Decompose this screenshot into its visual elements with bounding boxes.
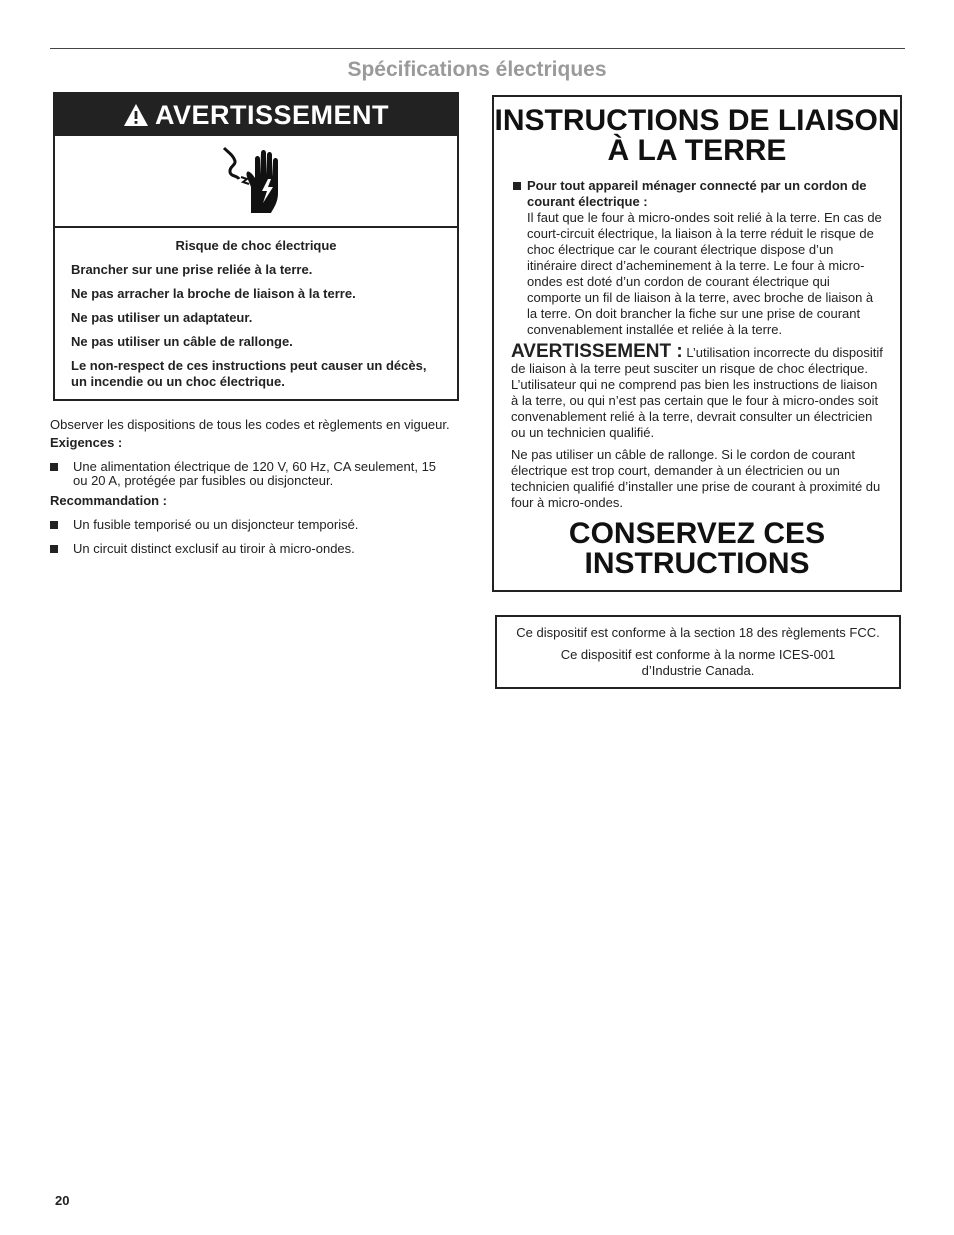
- warning-line: Brancher sur une prise reliée à la terre.: [71, 262, 313, 277]
- warning-header: [55, 94, 457, 136]
- grounding-warning-text: L’utilisation incorrecte du dispositif de liaison à la terre peut susciter un risque de choc électrique. L’utilisateur qui ne comprend pas bien les instructions de liaison à la terre, ou qui n’est pas certain que le four à micro-ondes soit convenablement relié à la terre, devrait consulter un électricien ou un technicien qualifié.: [511, 345, 883, 440]
- warning-line: Ne pas utiliser un câble de rallonge.: [71, 334, 293, 349]
- grounding-warning-label: AVERTISSEMENT :: [511, 341, 683, 362]
- requirement-text: Une alimentation électrique de 120 V, 60 Hz, CA seulement, 15 ou 20 A, protégée par fusibles ou disjoncteur.: [73, 459, 437, 488]
- list-item: [50, 518, 450, 532]
- bullet-square-icon: [50, 521, 58, 529]
- save-instructions-line: INSTRUCTIONS: [584, 547, 810, 580]
- fcc-compliance-box: [495, 615, 901, 689]
- warning-risk: Risque de choc électrique: [175, 238, 337, 253]
- grounding-title-line: À LA TERRE: [607, 134, 787, 167]
- list-item: [511, 178, 886, 338]
- warning-line: Ne pas utiliser un adaptateur.: [71, 310, 253, 325]
- save-instructions-title: [494, 519, 900, 579]
- grounding-title: [494, 106, 900, 166]
- grounding-bullet-heading: Pour tout appareil ménager connecté par un cordon de courant électrique :: [527, 178, 867, 209]
- list-item: [50, 460, 450, 488]
- grounding-bullet-text: Il faut que le four à micro-ondes soit relié à la terre. En cas de court-circuit électrique, la liaison à la terre réduit le risque de choc électrique car le courant électrique dispose d’un itinéraire direct d’acheminement à la terre. Le four à micro-ondes est doté d’un cordon de courant électrique qui comporte un fil de liaison à la terre, avec broche de liaison à la terre. On doit brancher la fiche sur une prise de courant convenablement installée et reliée à la terre.: [527, 210, 882, 337]
- list-item: [50, 542, 450, 556]
- warning-body: [55, 228, 457, 390]
- bullet-square-icon: [50, 545, 58, 553]
- section-title: Spécifications électriques: [347, 58, 607, 81]
- extension-cord-text: Ne pas utiliser un câble de rallonge. Si le cordon de courant électrique est trop court, demander à un électricien ou un technicien qualifié d’installer une prise de courant à proximité du four à micro-ondes.: [511, 447, 881, 510]
- top-rule: [50, 48, 905, 49]
- intro-text: Observer les dispositions de tous les codes et règlements en vigueur.: [50, 417, 450, 432]
- warning-header-label: AVERTISSEMENT: [154, 99, 390, 130]
- grounding-warning-paragraph: [511, 341, 886, 441]
- recommendation-text: Un fusible temporisé ou un disjoncteur temporisé.: [73, 517, 359, 532]
- save-instructions-line: CONSERVEZ CES: [568, 517, 826, 550]
- ices-line: Ce dispositif est conforme à la norme ICES-001 d’Industrie Canada.: [560, 647, 836, 678]
- electric-shock-hand-icon: [221, 145, 291, 217]
- warning-line: Ne pas arracher la broche de liaison à la terre.: [71, 286, 356, 301]
- shock-hazard-area: [55, 136, 457, 228]
- recommendation-text: Un circuit distinct exclusif au tiroir à micro-ondes.: [73, 541, 355, 556]
- bullet-square-icon: [513, 182, 521, 190]
- warning-box: [53, 92, 459, 401]
- recommendation-label: Recommandation :: [50, 493, 168, 508]
- warning-triangle-icon: [123, 103, 149, 127]
- bullet-square-icon: [50, 463, 58, 471]
- requirements-label: Exigences :: [50, 435, 123, 450]
- grounding-instructions-box: [492, 95, 902, 592]
- grounding-content: [494, 178, 900, 511]
- grounding-title-line: INSTRUCTIONS DE LIAISON: [494, 104, 900, 137]
- fcc-line: Ce dispositif est conforme à la section 18 des règlements FCC.: [516, 625, 880, 640]
- page-number: 20: [55, 1193, 70, 1208]
- warning-line: Le non-respect de ces instructions peut causer un décès, un incendie ou un choc électrique.: [71, 358, 427, 389]
- electrical-requirements: [50, 418, 450, 562]
